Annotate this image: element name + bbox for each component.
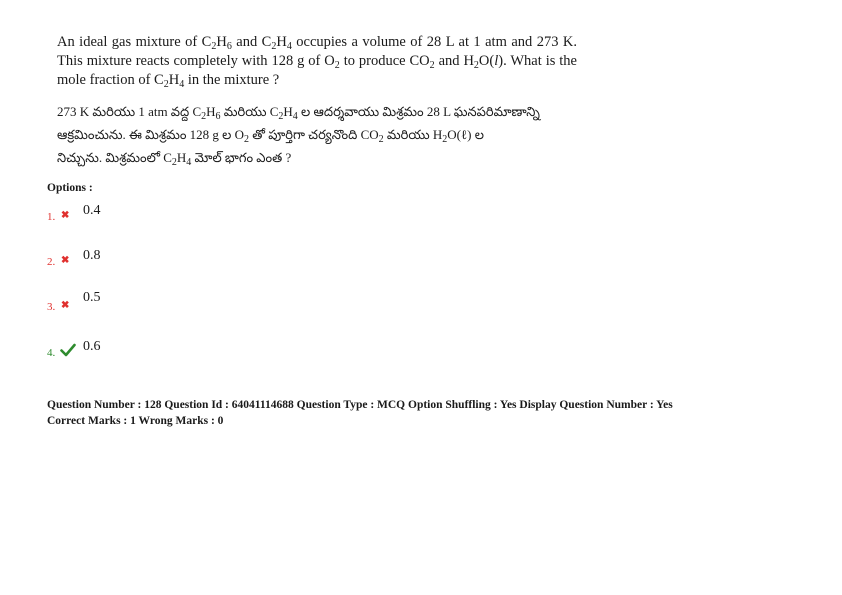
options-label: Options : <box>47 182 93 194</box>
option-3-value[interactable]: 0.5 <box>83 290 101 305</box>
cross-icon: ✖ <box>61 300 70 311</box>
question-text-english: An ideal gas mixture of $C_2H_6$ and $C_2H_4$ occupies a volume of 28 L at 1 atm and 273 K. This mixture reacts completely with 128 g of $O_2$ to produce $CO_2$ and $H_2O(l)$. What is the mole fraction of $C_2H_4$ in the mixture ? <box>57 34 577 90</box>
option-4-number: 4. <box>47 347 56 359</box>
option-2-number: 2. <box>47 256 56 268</box>
telugu-line-3: నిచ్చును. మిశ్రమంలో $C_2H_4$ మోల్ భాగం ఎంత ? <box>57 150 292 168</box>
question-text-telugu <box>57 100 587 169</box>
question-meta-line-2: Correct Marks : 1 Wrong Marks : 0 <box>47 415 224 427</box>
check-icon <box>60 343 76 357</box>
cross-icon: ✖ <box>61 255 70 266</box>
telugu-line-1: 273 K మరియు 1 atm వద్ద $C_2H_6$ మరియు $C_2H_4$ ల ఆదర్శవాయు మిశ్రమం 28 L ఘనపరిమాణాన్ని <box>57 104 540 122</box>
option-4-value[interactable]: 0.6 <box>83 339 101 354</box>
option-2-value[interactable]: 0.8 <box>83 248 101 263</box>
option-1-number: 1. <box>47 211 56 223</box>
option-1-value[interactable]: 0.4 <box>83 203 101 218</box>
option-3-number: 3. <box>47 301 56 313</box>
cross-icon: ✖ <box>61 210 70 221</box>
question-meta-line-1: Question Number : 128 Question Id : 64041114688 Question Type : MCQ Option Shuffling : Yes Display Question Number : Yes <box>47 399 673 411</box>
telugu-line-2: ఆక్రమించును. ఈ మిశ్రమం 128 g ల $O_2$ తో పూర్తిగా చర్యనొంది $CO_2$ మరియు $H_2O(\ell)$ ల <box>57 127 484 145</box>
